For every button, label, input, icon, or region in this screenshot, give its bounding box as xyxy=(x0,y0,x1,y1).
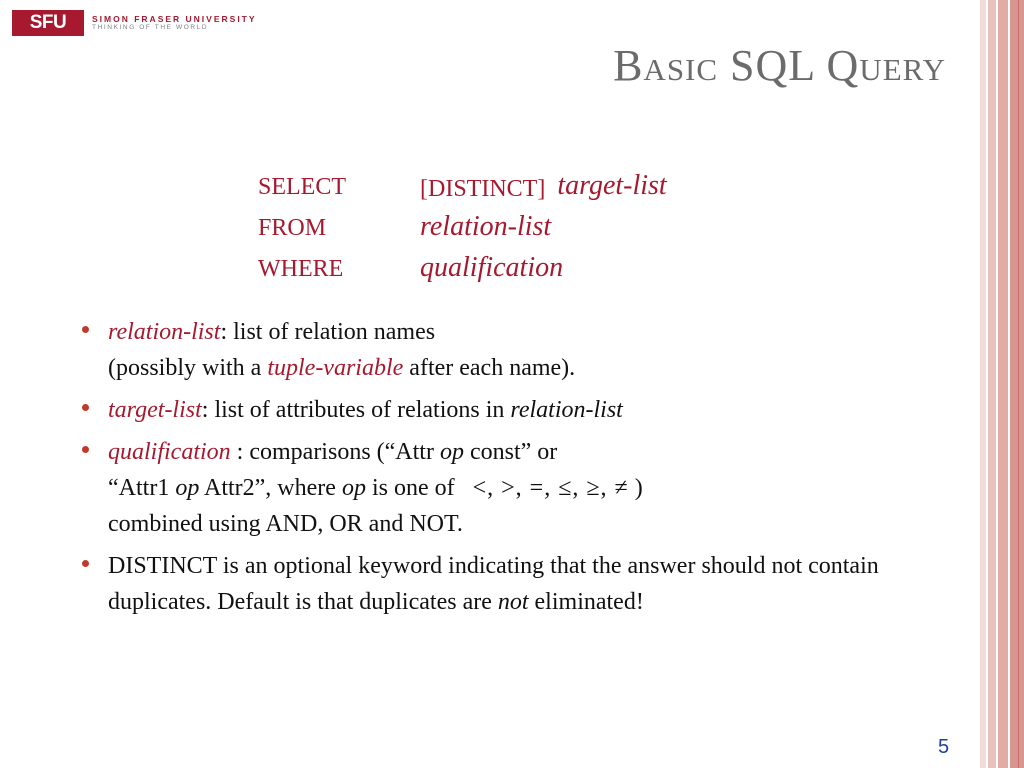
bullet-text: DISTINCT is an optional keyword indicating that the answer should not contain duplicates. Default is that duplicates are xyxy=(108,553,879,615)
bullet-text: (possibly with a xyxy=(108,355,268,381)
bullet-term: tuple-variable xyxy=(267,355,404,381)
where-keyword: WHERE xyxy=(258,256,344,282)
logo-text xyxy=(92,14,257,32)
bullet-text: : list of attributes of relations in xyxy=(201,397,511,423)
bullet-distinct xyxy=(82,548,962,620)
bullet-dot xyxy=(82,326,89,333)
bullet-text: after each name). xyxy=(403,355,576,381)
target-list-term: target-list xyxy=(557,170,667,201)
qualification-term: qualification xyxy=(420,252,564,283)
logo-tagline: THINKING OF THE WORLD xyxy=(92,24,209,32)
op-term: op xyxy=(175,475,200,501)
op-term: op xyxy=(341,475,366,501)
bullet-text: : comparisons (“Attr xyxy=(230,439,440,465)
page-number: 5 xyxy=(938,736,950,758)
operator-symbols: <, >, =, ≤, ≥, ≠ xyxy=(472,475,629,501)
bullet-term: target-list xyxy=(108,397,202,423)
bullet-dot xyxy=(82,560,89,567)
from-keyword: FROM xyxy=(258,215,327,241)
bullet-text: combined using AND, OR and NOT. xyxy=(108,511,463,537)
decor-line xyxy=(1018,0,1019,768)
decor-stripe xyxy=(1010,0,1024,768)
bullet-text: : list of relation names xyxy=(220,319,436,345)
bullet-target-list xyxy=(82,392,962,428)
bullet-term-italic: relation-list xyxy=(510,397,623,423)
bullet-text: “Attr1 xyxy=(108,475,176,501)
decor-stripe xyxy=(998,0,1008,768)
sfu-logo xyxy=(12,10,257,36)
bullet-text: eliminated! xyxy=(528,589,644,615)
bullet-qualification xyxy=(82,434,962,542)
select-value xyxy=(420,170,667,202)
bullet-term: relation-list xyxy=(108,319,221,345)
bullet-list xyxy=(82,314,962,626)
logo-name: SIMON FRASER UNIVERSITY xyxy=(92,14,257,24)
op-term: op xyxy=(439,439,464,465)
slide-title: Basic SQL Query xyxy=(613,41,946,90)
bullet-text: is one of xyxy=(365,475,461,501)
bullet-text: ) xyxy=(628,475,643,501)
decor-stripe xyxy=(988,0,996,768)
bullet-relation-list xyxy=(82,314,962,386)
bullet-dot xyxy=(82,446,89,453)
bullet-term-italic: not xyxy=(497,589,529,615)
bullet-text: Attr2”, where xyxy=(199,475,342,501)
logo-mark: SFU xyxy=(12,10,84,36)
distinct-keyword: [DISTINCT] xyxy=(420,176,546,202)
bullet-term: qualification xyxy=(108,439,231,465)
relation-list-term: relation-list xyxy=(420,211,552,242)
select-keyword: SELECT xyxy=(258,174,346,200)
bullet-text: const” or xyxy=(463,439,558,465)
bullet-dot xyxy=(82,404,89,411)
